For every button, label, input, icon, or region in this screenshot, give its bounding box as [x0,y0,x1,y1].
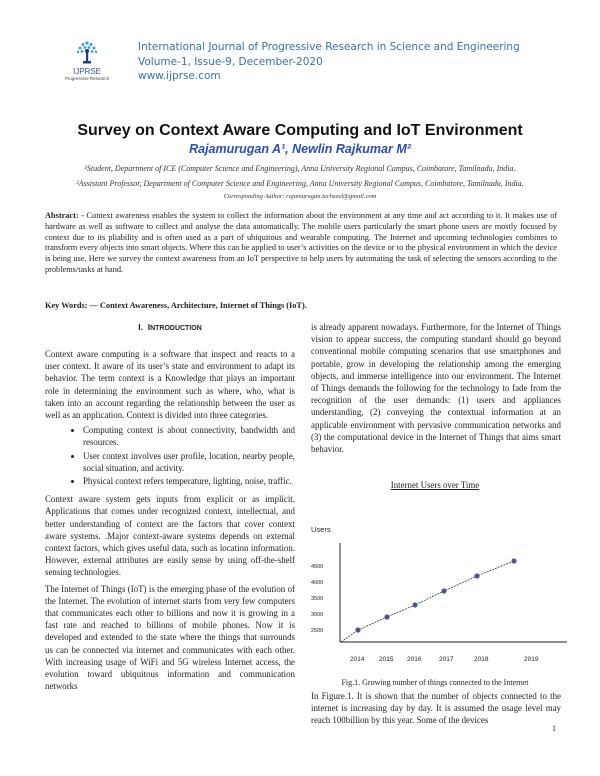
list-item: • Computing context is about connectivity, bandwidth and resources. [83,424,295,448]
section-title-rest: NTRODUCTION [150,325,202,332]
page-number: 1 [552,724,556,733]
paper-title: Survey on Context Aware Computing and IoT Environment [77,122,523,139]
abstract [45,211,557,276]
journal-name: International Journal of Progressive Research in Science and Engineering [138,41,520,53]
y-tick: 4500 [311,564,324,570]
x-tick: 2015 [379,656,394,663]
journal-logo [57,40,117,95]
abstract-label: Abstract: - [45,211,84,220]
intro-paragraph-4: is already apparent nowadays. Furthermore, for the Internet of Things vision to appear success, the computing standard should go beyond conventional mobile computing scenarios that use smartphones and portable, grow in developing the relationship among the emerging objects, and immerse intelligence into our environment. The Internet of Things demands the following for the technology to fade from the recognition of the user demands: (1) users and appliances understanding, (2) conveying the contextual information at an applicable environment with pervasive communication networks and (3) the computational device in the Internet of Things that aims smart behavior. [311,322,561,455]
abstract-text: Context awareness enables the system to collect the information about the environment at any time and act according to it. It makes use of hardware as well as software to collect and analyse the data automatically. The mobile users particularly the smart phone users are mostly focused by context due to its pliability and is often used as a part of ubiquitous and wearable computing. The Internet and upcoming technologies combines to transform every objects into smart objects. Where this can be applied to user’s activities on the device or to the physical environment in which the device is being use. Here we survey the context awareness from an IoT perspective to help users by automating the task of selecting the sensors according to the problems/tasks at hand. [45,211,557,274]
logo-subtitle: Progressive Research [64,76,110,81]
logo-abbr: IJPRSE [72,67,101,76]
list-item: • Physical context refers temperature, lighting, noise, traffic. [83,475,295,487]
journal-header [138,40,520,84]
x-tick: 2019 [524,656,539,663]
internet-users-line-chart [305,515,570,680]
figure-caption: Fig.1. Growing number of things connected to the Internet [341,678,529,687]
y-tick: 2500 [311,628,324,634]
affiliation-2: ²Assistant Professor, Department of Computer Science and Engineering, Anna University Regional Campus, Coimbatore, Tamilnadu, India. [76,179,524,188]
tree-icon [74,40,100,66]
right-column-text [311,321,561,455]
journal-issue: Volume-1, Issue-9, December-2020 [138,55,323,68]
list-item: • User context involves user profile, location, nearby people, social situation, and activity. [83,450,295,474]
section-number: I. [138,322,143,332]
figure-discussion-paragraph: In Figure.1. It is shown that the number of objects connected to the internet is increasing day by day. It is assumed the usage level may reach 100billion by this year. Some of the devices [311,691,561,726]
x-tick: 2014 [350,656,365,663]
y-axis-label: Users [311,525,331,534]
x-tick: 2016 [407,656,422,663]
chart-title: Internet Users over Time [390,480,480,490]
section-title-initial: I [147,322,151,332]
intro-paragraph-3: The Internet of Things (IoT) is the emerging phase of the evolution of the Internet. The evolution of internet starts from very few computers that communicates each other to billions and now it is growing in a fast rate and reached to billions of mobile phones. Now it is developed and extended to the state where the things that surrounds us can be connected via internet and communicates with each other. With increasing usage of WiFi and 5G wireless Internet access, the evolution toward ubiquitous information and communication networks [45,583,295,692]
journal-website[interactable]: www.ijprse.com [138,70,221,82]
section-heading-introduction [40,322,300,332]
affiliation-1: ¹Student, Department of ICE (Computer Science and Engineering), Anna University Regional Campus, Coimbatore, Tamilnadu, India. [84,164,516,173]
y-tick: 4000 [311,580,324,586]
x-tick: 2017 [439,656,454,663]
corresponding-author: Corresponding Author: rajamurugan.techzeel@gmail.com [223,193,377,200]
paper-authors: Rajamurugan A¹, Newlin Rajkumar M² [189,142,411,156]
users-line [341,561,514,642]
y-tick: 3500 [311,596,324,602]
intro-paragraph-1: Context aware computing is a software that inspect and reacts to a user context. It aware of its user’s state and environment to adapt its behavior. The term context is a Knowledge that plays an important role in determining the environment such as where, who, what is taken into an account regarding the relationship between the user as well as an application. Context is divided into three categories. [45,349,295,421]
left-column [45,348,295,692]
intro-paragraph-2: Context aware system gets inputs from explicit or as implicit. Applications that comes under recognized context, intellectual, and better understanding of context are the factors that cover context aware systems. .Major context-aware systems depends on external context factors, which gives useful data, such as location information. However, external attributes are easily sense by using off-the-shelf sensing technologies. [45,494,295,578]
x-tick: 2018 [474,656,489,663]
y-tick: 3000 [311,612,324,618]
context-categories-list [45,424,295,487]
keywords: Key Words: — Context Awareness, Architecture, Internet of Things (IoT). [45,301,307,310]
